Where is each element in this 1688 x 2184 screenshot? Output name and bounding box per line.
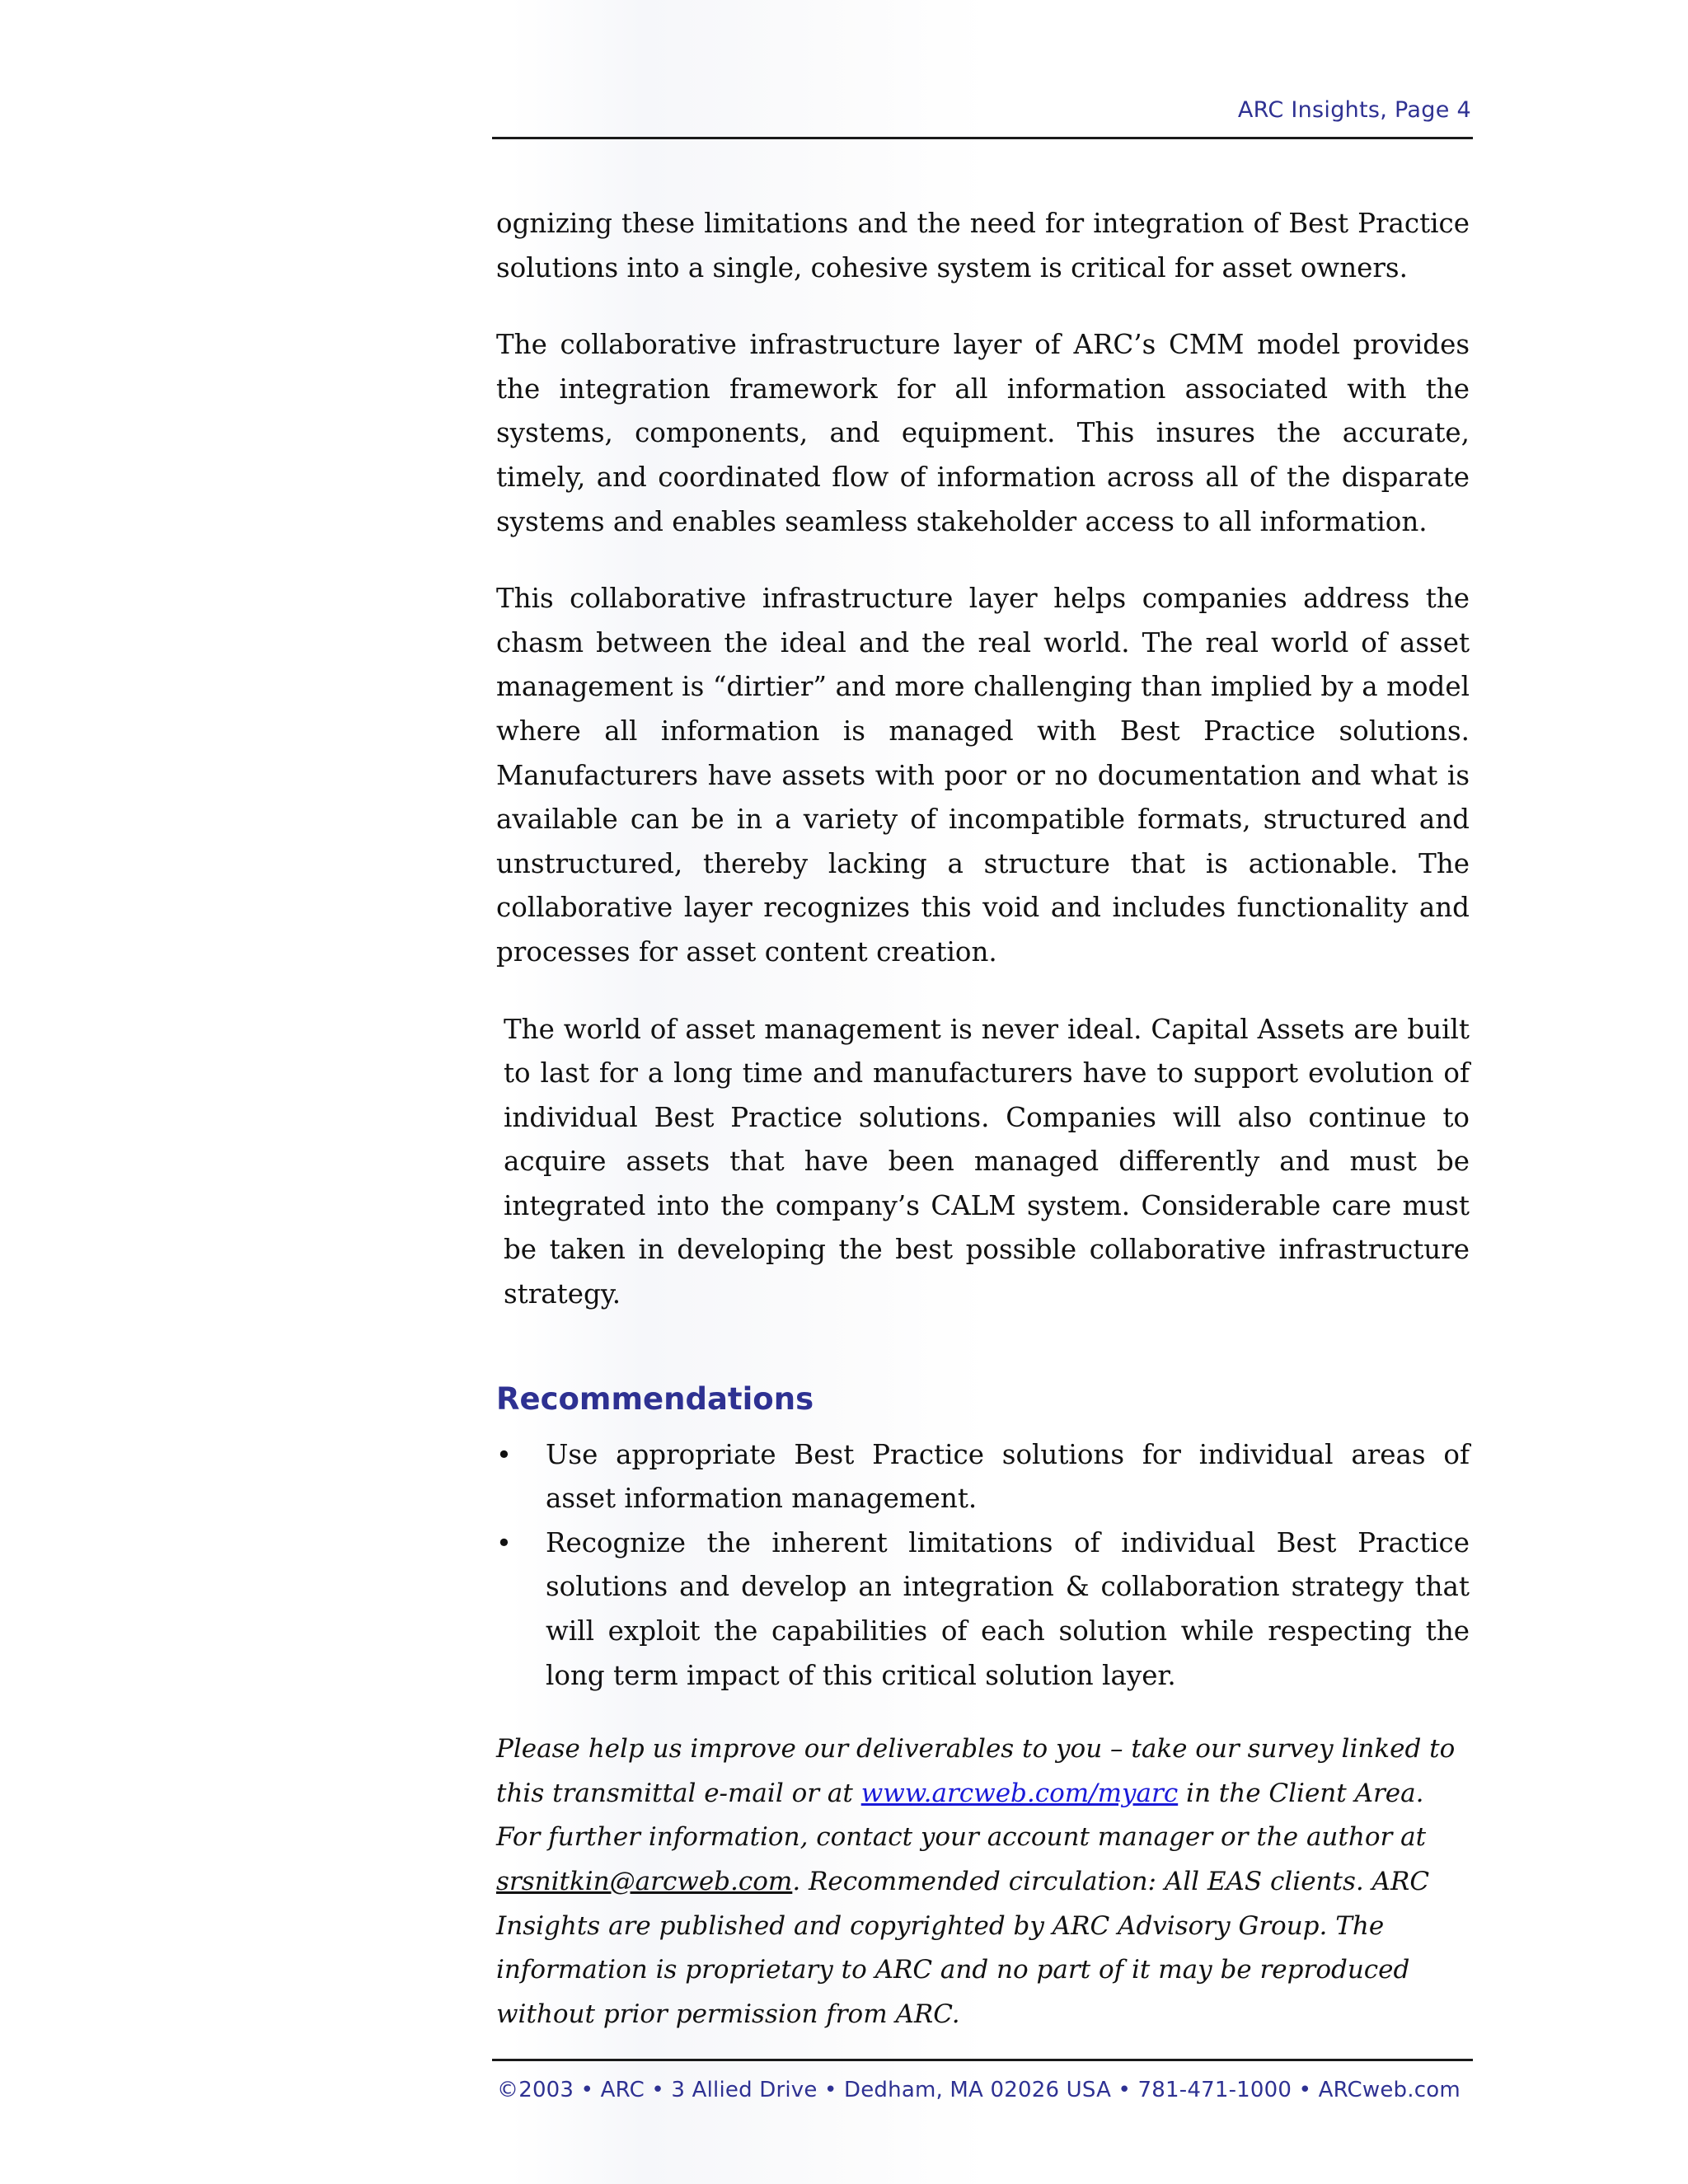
note-text: . Recommended circulation: All EAS clients. ARC Insights are published and copyrighted by ARC Advisory Group. The information is proprietary to ARC and no part of it may be reproduced without prior permission from ARC. — [496, 1867, 1430, 2029]
header-title: ARC Insights, Page 4 — [1237, 97, 1471, 123]
body-paragraph: The world of asset management is never ideal. Capital Assets are built to last for a long time and manufacturers have to support evolution of individual Best Practice solutions. Companies will also continue to acquire assets that have been managed differently and must be integrated into the company’s CALM system. Considerable care must be taken in developing the best possible collaborative infrastructure strategy. — [504, 1013, 1470, 1310]
page-header — [492, 97, 1473, 139]
body-paragraph: The collaborative infrastructure layer of ARC’s CMM model provides the integration framework for all information associated with the systems, components, and equipment. This insures the accurate, timely, and coordinated flow of information across all of the disparate systems and enables seamless stakeholder access to all information. — [496, 329, 1470, 537]
section-heading: Recommendations — [496, 1380, 814, 1417]
recommendations-list — [496, 1433, 1470, 1699]
footer-text: ©2003 • ARC • 3 Allied Drive • Dedham, MA 02026 USA • 781-471-1000 • ARCweb.com — [497, 2078, 1461, 2102]
page-footer — [492, 2059, 1473, 2102]
list-item-text: Use appropriate Best Practice solutions for individual areas of asset information management. — [546, 1438, 1470, 1515]
closing-note — [496, 1727, 1470, 2036]
note-text: in the Client Area. For further information, contact your account manager or the author at — [496, 1778, 1427, 1853]
list-item-text: Recognize the inherent limitations of individual Best Practice solutions and develop an integration & collaboration strategy that will exploit the capabilities of each solution while respecting the long term impact of this critical solution layer. — [546, 1526, 1470, 1691]
page-content — [496, 202, 1470, 2036]
author-email-link[interactable]: srsnitkin@arcweb.com — [496, 1867, 793, 1896]
bullet-icon: • — [496, 1438, 512, 1470]
list-item — [496, 1433, 1470, 1521]
list-item — [496, 1521, 1470, 1698]
bullet-icon: • — [496, 1526, 512, 1558]
note-text: Please help us improve our deliverables to you – take our survey linked to this transmittal e-mail or at — [496, 1734, 1456, 1808]
body-paragraph: This collaborative infrastructure layer helps companies address the chasm between the ideal and the real world. The real world of asset management is “dirtier” and more challenging than implied by a model where all information is managed with Best Practice solutions. Manufacturers have assets with poor or no documentation and what is available can be in a variety of incompatible formats, structured and unstructured, thereby lacking a structure that is actionable. The collaborative layer recognizes this void and includes functionality and processes for asset content creation. — [496, 583, 1470, 968]
body-paragraph: ognizing these limitations and the need for integration of Best Practice solutions into a single, cohesive system is critical for asset owners. — [496, 208, 1470, 284]
myarc-link[interactable]: www.arcweb.com/myarc — [860, 1778, 1179, 1808]
